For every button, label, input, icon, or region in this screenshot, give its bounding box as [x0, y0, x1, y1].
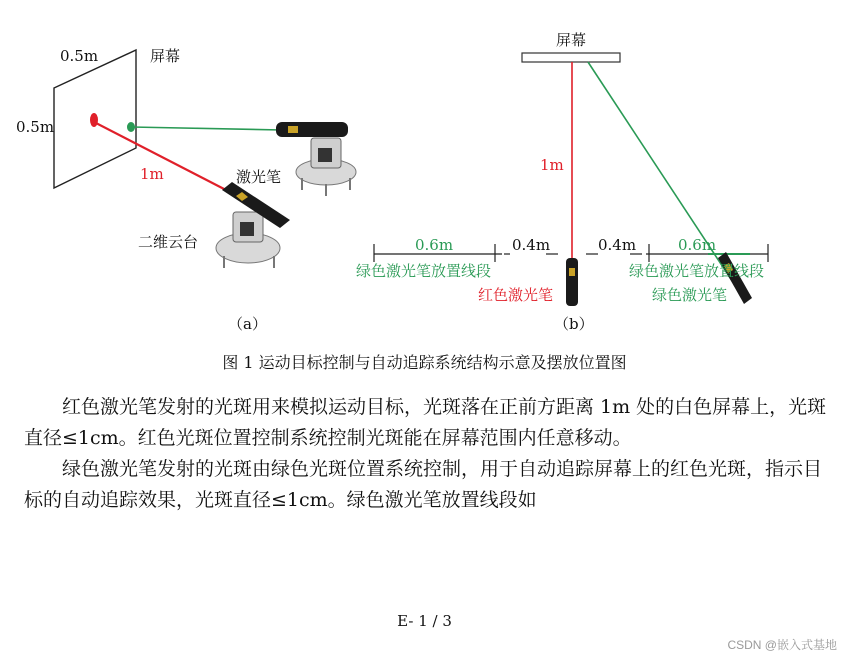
paragraph-2: 绿色激光笔发射的光斑由绿色光斑位置系统控制，用于自动追踪屏幕上的红色光斑，指示目标的自动追踪效果，光斑直径≤1cm。绿色激光笔放置线段如	[24, 458, 823, 511]
screen-label-a: 屏幕	[150, 47, 181, 65]
seg-right-label: 0.6m	[678, 236, 717, 254]
figure-caption: 图 1 运动目标控制与自动追踪系统结构示意及摆放位置图	[222, 353, 627, 372]
body-text	[24, 392, 829, 516]
watermark: CSDN @嵌入式基地	[727, 638, 837, 652]
right-segment-label: 绿色激光笔放置线段	[629, 262, 765, 280]
paragraph-1: 红色激光笔发射的光斑用来模拟运动目标，光斑落在正前方距离 1m 处的白色屏幕上，光斑直径≤1cm。红色光斑位置控制系统控制光斑能在屏幕范围内任意移动。	[24, 396, 827, 449]
green-pen-label: 绿色激光笔	[652, 286, 728, 304]
red-pen-label: 红色激光笔	[478, 286, 554, 304]
laser-label: 激光笔	[236, 168, 282, 186]
screen-width-label: 0.5m	[60, 47, 99, 65]
screen-height-label: 0.5m	[16, 118, 55, 136]
screen-label-b: 屏幕	[556, 31, 587, 49]
sub-caption-b: （b）	[554, 315, 594, 333]
distance-label-a: 1m	[140, 165, 164, 183]
seg-left-label: 0.6m	[415, 236, 454, 254]
page-number: E- 1 / 3	[397, 612, 452, 630]
sub-caption-a: （a）	[228, 315, 267, 333]
gap-right-label: 0.4m	[598, 236, 637, 254]
gap-left-label: 0.4m	[512, 236, 551, 254]
screen-bar	[522, 53, 620, 62]
left-segment-label: 绿色激光笔放置线段	[356, 262, 492, 280]
red-laser-pen	[566, 258, 578, 306]
gimbal-label: 二维云台	[138, 233, 199, 251]
distance-label-b: 1m	[540, 156, 564, 174]
